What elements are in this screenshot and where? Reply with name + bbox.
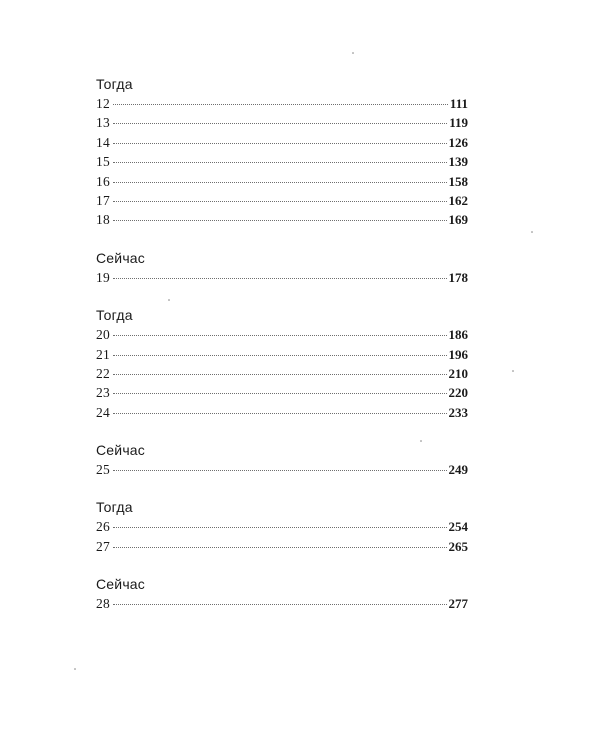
dot-leader <box>113 527 446 528</box>
dot-leader <box>113 335 446 336</box>
chapter-number: 22 <box>96 365 111 381</box>
page-number: 158 <box>448 173 468 189</box>
page-number: 249 <box>448 462 468 478</box>
dot-leader <box>113 374 446 375</box>
dot-leader <box>113 278 446 279</box>
page-number: 277 <box>448 596 468 612</box>
toc-entry <box>96 383 468 402</box>
toc-section <box>96 74 468 230</box>
toc-section <box>96 574 468 613</box>
scan-speck <box>74 668 76 670</box>
page-number: 254 <box>448 519 468 535</box>
dot-leader <box>113 470 446 471</box>
page-number: 119 <box>449 115 468 131</box>
table-of-contents <box>96 74 468 614</box>
page-number: 162 <box>448 192 468 208</box>
section-title: Тогда <box>96 76 133 92</box>
scan-speck <box>168 299 170 301</box>
chapter-number: 16 <box>96 173 111 189</box>
dot-leader <box>113 604 446 605</box>
chapter-number: 17 <box>96 192 111 208</box>
toc-section <box>96 248 468 287</box>
chapter-number: 18 <box>96 212 111 228</box>
toc-entry <box>96 325 468 344</box>
chapter-number: 24 <box>96 404 111 420</box>
chapter-number: 15 <box>96 154 111 170</box>
chapter-number: 20 <box>96 327 111 343</box>
chapter-number: 27 <box>96 538 111 554</box>
chapter-number: 26 <box>96 519 111 535</box>
scan-speck <box>352 52 354 54</box>
page-number: 265 <box>448 538 468 554</box>
dot-leader <box>113 355 446 356</box>
chapter-number: 14 <box>96 134 111 150</box>
toc-entry <box>96 268 468 287</box>
scan-speck <box>512 370 514 372</box>
dot-leader <box>113 123 447 124</box>
chapter-number: 25 <box>96 462 111 478</box>
toc-entry <box>96 210 468 229</box>
toc-section <box>96 497 468 556</box>
dot-leader <box>113 393 446 394</box>
toc-section <box>96 440 468 479</box>
toc-entry <box>96 191 468 210</box>
chapter-number: 19 <box>96 269 111 285</box>
toc-entry <box>96 113 468 132</box>
page-number: 220 <box>448 385 468 401</box>
toc-entry <box>96 403 468 422</box>
dot-leader <box>113 220 446 221</box>
dot-leader <box>113 182 446 183</box>
page-number: 169 <box>448 212 468 228</box>
scan-speck <box>531 231 533 233</box>
page-number: 126 <box>448 134 468 150</box>
dot-leader <box>113 104 448 105</box>
chapter-number: 28 <box>96 596 111 612</box>
section-title: Тогда <box>96 307 133 324</box>
section-title: Сейчас <box>96 442 145 459</box>
chapter-number: 23 <box>96 385 111 401</box>
chapter-number: 12 <box>96 96 111 111</box>
toc-entry <box>96 517 468 536</box>
section-title: Сейчас <box>96 576 145 593</box>
toc-entry <box>96 133 468 152</box>
toc-entry <box>96 594 468 613</box>
page-number: 196 <box>448 346 468 362</box>
dot-leader <box>113 143 446 144</box>
toc-entry <box>96 345 468 364</box>
page-number: 139 <box>448 154 468 170</box>
chapter-number: 21 <box>96 346 111 362</box>
toc-entry <box>96 460 468 479</box>
section-title: Тогда <box>96 499 133 516</box>
page-number: 186 <box>448 327 468 343</box>
toc-section <box>96 305 468 422</box>
page-number: 210 <box>448 365 468 381</box>
toc-entry <box>96 364 468 383</box>
dot-leader <box>113 413 446 414</box>
dot-leader <box>113 201 446 202</box>
toc-entry <box>96 94 468 113</box>
page-number: 111 <box>449 96 468 111</box>
page-number: 233 <box>448 404 468 420</box>
dot-leader <box>113 547 446 548</box>
dot-leader <box>113 162 446 163</box>
chapter-number: 13 <box>96 115 111 131</box>
toc-entry <box>96 152 468 171</box>
section-title: Сейчас <box>96 249 145 266</box>
toc-entry <box>96 172 468 191</box>
scan-speck <box>420 440 422 442</box>
page-number: 178 <box>448 269 468 285</box>
toc-entry <box>96 537 468 556</box>
